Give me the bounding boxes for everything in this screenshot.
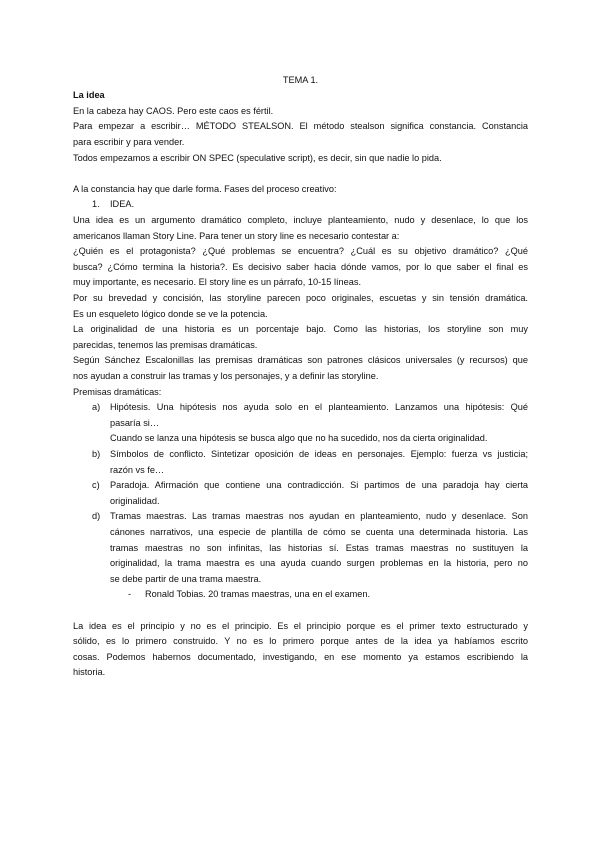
- list-marker: -: [128, 589, 132, 600]
- text-line: Es un esqueleto lógico donde se ve la potencia.: [73, 308, 268, 319]
- text-line: Hipótesis. Una hipótesis nos ayuda solo en el planteamiento. Lanzamos una hipótesis: Qué: [110, 402, 528, 413]
- text-line: busca? ¿Cómo termina la historia?. Es decisivo saber hacia dónde vamos, por lo que saber el final es: [73, 261, 528, 272]
- text-line: Cuando se lanza una hipótesis se busca algo que no ha sucedido, nos da cierta originalidad.: [110, 433, 488, 444]
- text-line: para escribir y para vender.: [73, 136, 185, 147]
- text-line: nos ayudan a construir las tramas y los personajes, y a definir las storyline.: [73, 370, 379, 381]
- text-line: americanos llaman Story Line. Para tener un story line es necesario contestar a:: [73, 230, 400, 241]
- text-line: A la constancia hay que darle forma. Fases del proceso creativo:: [73, 183, 337, 194]
- list-marker: b): [92, 448, 101, 459]
- text-line: pasaría si…: [110, 417, 160, 428]
- text-line: muy importante, es necesario. El story line es un párrafo, 10-15 líneas.: [73, 277, 362, 288]
- text-line: Por su brevedad y concisión, las storyline parecen poco originales, escuetas y sin tensión dramática.: [73, 292, 528, 303]
- text-line: historia.: [73, 667, 106, 678]
- page-title: TEMA 1.: [282, 74, 319, 85]
- text-line: Tramas maestras. Las tramas maestras nos ayudan en planteamiento, nudo y desenlace. Son: [110, 511, 528, 522]
- text-line: originalidad, la trama maestra es una ayuda cuando surgen problemas en la historia, pero no: [110, 558, 528, 569]
- text-line: Ronald Tobias. 20 tramas maestras, una en el examen.: [145, 589, 371, 600]
- text-line: ¿Quién es el protagonista? ¿Qué problemas se encuentra? ¿Cuál es su objetivo dramático? ¿Qué: [73, 246, 528, 257]
- text-line: parecidas, tenemos las premisas dramáticas.: [73, 339, 258, 350]
- text-line: se debe partir de una trama maestra.: [110, 573, 262, 584]
- list-marker: a): [92, 402, 101, 413]
- text-line: cánones narrativos, una especie de plantilla de cómo se cuenta una determinada historia. Las: [110, 526, 528, 537]
- text-line: Paradoja. Afirmación que contiene una contradicción. Si partimos de una paradoja hay cierta: [110, 480, 528, 491]
- text-line: Premisas dramáticas:: [73, 386, 162, 397]
- section-heading: La idea: [73, 90, 105, 101]
- text-line: originalidad.: [110, 495, 160, 506]
- text-line: sólido, es lo primero construido. Y no es lo primero porque antes de la idea ya habíamos escrito: [73, 636, 528, 647]
- text-line: En la cabeza hay CAOS. Pero este caos es fértil.: [73, 105, 274, 116]
- text-line: Según Sánchez Escalonillas las premisas dramáticas son patrones clásicos universales (y recursos) que: [73, 355, 528, 366]
- text-line: Para empezar a escribir… MÉTODO STEALSON. El método stealson significa constancia. Constancia: [73, 121, 528, 132]
- text-line: Todos empezamos a escribir ON SPEC (speculative script), es decir, sin que nadie lo pida.: [73, 152, 442, 163]
- text-line: razón vs fe…: [110, 464, 165, 475]
- text-line: La originalidad de una historia es un porcentaje bajo. Como las historias, los storyline son muy: [73, 324, 528, 335]
- text-line: Símbolos de conflicto. Sintetizar oposición de ideas en personajes. Ejemplo: fuerza vs justicia;: [110, 448, 528, 459]
- text-line: IDEA.: [110, 199, 134, 210]
- text-line: tramas maestras no son infinitas, las historias sí. Estas tramas maestras no sustituyen la: [110, 542, 528, 553]
- list-marker: d): [92, 511, 101, 522]
- list-marker: 1.: [92, 199, 100, 210]
- text-line: Una idea es un argumento dramático completo, incluye planteamiento, nudo y desenlace, lo que los: [73, 214, 528, 225]
- text-line: La idea es el principio y no es el principio. Es el principio porque es el primer texto estructurado y: [73, 620, 528, 631]
- list-marker: c): [92, 480, 100, 491]
- text-line: cosas. Podemos habernos documentado, investigando, en ese momento ya estamos escribiendo la: [73, 651, 528, 662]
